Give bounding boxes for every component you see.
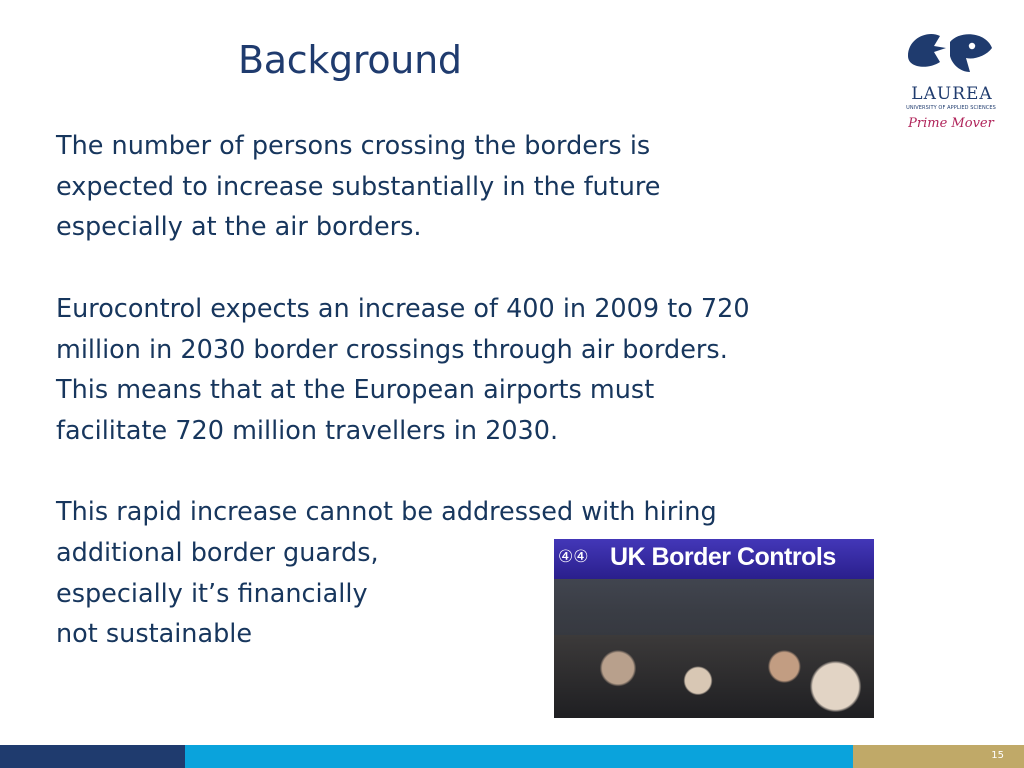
logo-subtitle: UNIVERSITY OF APPLIED SCIENCES xyxy=(906,105,996,111)
photo-sign xyxy=(554,539,874,579)
footer-segment-gold xyxy=(853,745,1024,768)
slide-title: Background xyxy=(238,38,462,82)
text-line: The number of persons crossing the borders is xyxy=(56,131,651,161)
laurea-bird-icon xyxy=(900,26,1000,82)
footer-segment-dark xyxy=(0,745,185,768)
paragraph-eurocontrol xyxy=(56,289,896,452)
text-line: expected to increase substantially in the future xyxy=(56,171,661,202)
laurea-logo xyxy=(900,26,1000,138)
text-line: This rapid increase cannot be addressed with hiring xyxy=(56,497,717,528)
footer-segment-cyan xyxy=(185,745,853,768)
text-line: facilitate 720 million travellers in 2030. xyxy=(56,415,559,446)
text-line: Eurocontrol expects an increase of 400 in 2009 to 720 xyxy=(56,293,750,324)
sign-number-icons: ④④ xyxy=(558,547,589,567)
text-line: million in 2030 border crossings through air borders. xyxy=(56,334,728,365)
logo-wordmark: LAUREA xyxy=(911,84,993,104)
paragraph-border-growth xyxy=(56,126,896,248)
text-line: additional border guards, xyxy=(56,538,379,568)
uk-border-controls-photo xyxy=(554,539,874,718)
text-line: This means that at the European airports must xyxy=(56,375,655,406)
text-line: especially at the air borders. xyxy=(56,212,422,243)
sign-text: UK Border Controls xyxy=(610,543,836,571)
text-line: especially it’s financially xyxy=(56,578,368,609)
text-line: not sustainable xyxy=(56,619,253,650)
footer-bar xyxy=(0,745,1024,768)
logo-tagline: Prime Mover xyxy=(908,116,994,131)
photo-crowd xyxy=(554,635,874,718)
page-number: 15 xyxy=(991,750,1004,761)
